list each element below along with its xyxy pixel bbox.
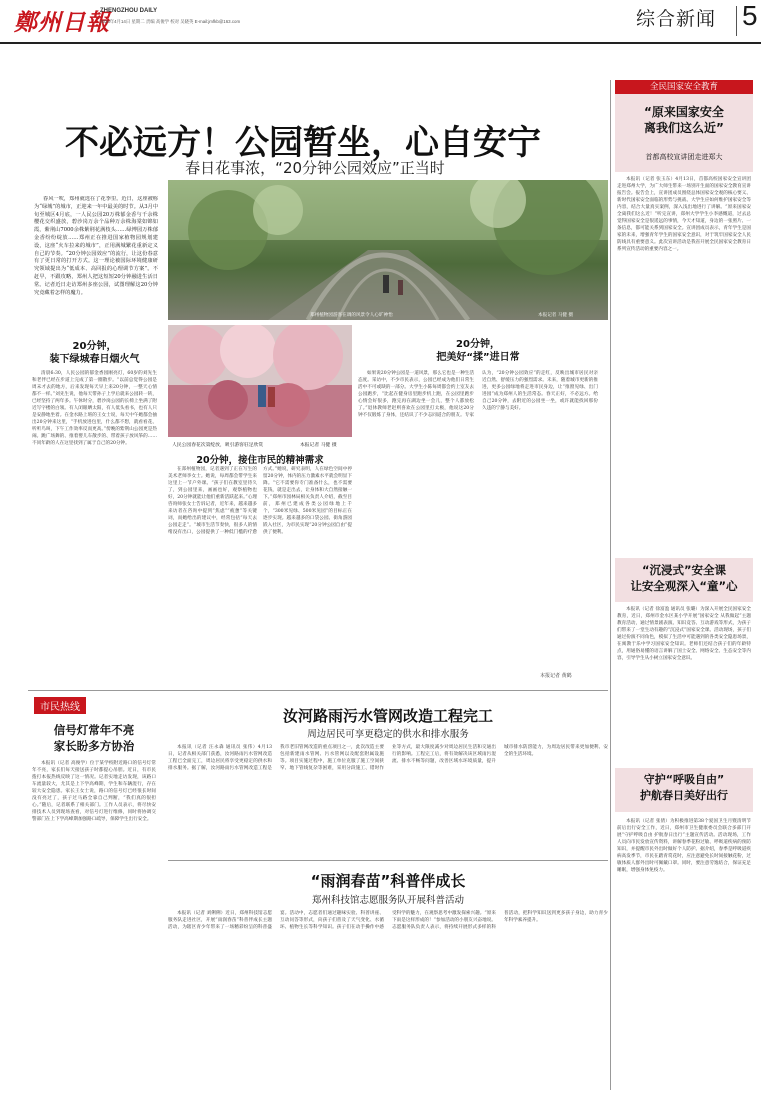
issue-meta: 2026年4月14日 星期二 责编 高俊学 校对 吴晓英 E-mail:jmfkb@163.com	[100, 19, 241, 24]
safety-article3-title: 守护“呼吸自由” 护航春日美好出行	[640, 773, 728, 802]
safety-article1-sub: 首都高校宣讲团走进郑大	[645, 153, 723, 161]
story3-title: 20分钟， 把美好“揉”进日常	[436, 339, 520, 363]
section-title: 综合新闻	[636, 8, 717, 30]
safety-article1-title: “原来国家安全 离我们这么近”	[644, 105, 724, 135]
pipe-text: 本报讯（记者 汪永森 通讯员 张伟）4月13日，记者从相关部门获悉，汝河路雨污水管网改造工程已全面完工，周边居民将享受更稳定的供水和排水服务。据了解，汝河路雨污水管网改造工程是我市老旧管网改造的重点项目之一，此次改造主要包括新建雨水管网、污水管网以及配套附属设施等。项目实施过程中，施工单位克服了施工空间狭窄、地下管线复杂等困难，采用分段施工、错时作业等方式，最大限度减少对周边居民生活和交通出行的影响。工程完工后，将有效解决该区域雨污混流、排水不畅等问题，改善区域水环境质量，提升城市排水防涝能力，为周边居民带来更加便利、安全的生活环境。	[168, 745, 608, 771]
seedling-top-rule	[168, 860, 608, 861]
newspaper-name-en: ZHENGZHOU DAILY	[100, 8, 158, 14]
story2-title: 20分钟，接住市民的精神需求	[196, 455, 324, 466]
safety-article1-text: 本报讯（记者 张玉东）4月13日，首都高校国家安全宣讲团走进郑州大学，为广大师生带来一场别开生面的国家安全教育宣讲报告会。报告会上，宣讲团成员围绕总体国家安全观的核心要义、新时代国家安全面临的形势与挑战、大学生应如何维护国家安全等内容，结合大量真实案例，深入浅出地进行了讲解。“原来国家安全离我们这么近！”听完宣讲，郑州大学学生小李感慨道，过去总觉得国家安全是很遥远的事情，今天才知道，身边的一张照片、一条信息，都可能关系到国家安全。宣讲团成员表示，青年学生是国家的未来，增强青年学生的国家安全意识，对于筑牢国家安全人民防线具有重要意义。此次宣讲活动是我省开展全民国家安全教育日系列宣传活动的重要内容之一。	[617, 177, 751, 252]
page-number: 5	[742, 0, 758, 31]
pipe-subtitle: 周边居民可享更稳定的供水和排水服务	[307, 729, 469, 740]
civic-text: 本报讯（记者 高俊学）位于某学校附近路口的信号灯常年不亮，家长们每天接送孩子时都提心吊胆。近日，有市民拨打本报热线反映了这一情况。记者实地走访发现，该路口车流量较大，尤其是上下学高峰期，学生和车辆混行，存在较大安全隐患。家长王女士说，路口的信号灯已经很长时间没有亮过了，孩子过马路全靠自己判断，“我们真的很担心。”随后，记者联系了相关部门。工作人员表示，将尽快安排技术人员到现场查看，对信号灯进行维修，同时将协调交警部门在上下学高峰期加强路口疏导，保障学生出行安全。	[32, 761, 156, 822]
seedling-text: 本报讯（记者 刘俐俐）近日，郑州科技馆志愿服务队走进社区，开展“雨润春苗”科普伴成长主题活动，为辖区青少年带来了一场精彩纷呈的科普盛宴。活动中，志愿者们通过趣味实验、科普讲座、互动问答等形式，向孩子们普及了天气变化、水循环、植物生长等科学知识。孩子们在动手操作中感受科学的魅力，在观察思考中激发探索兴趣。“原来下雨是这样形成的！”参加活动的小朋友兴奋地说。志愿服务队负责人表示，将持续开展形式多样的科普活动，把科学知识送到更多孩子身边，助力青少年科学素养提升。	[168, 911, 608, 930]
photo2-credit: 本报记者 马健 摄	[300, 443, 337, 448]
photo1-caption: 郑州植物园游客在调的风景令人心旷神怡	[310, 313, 393, 318]
photo2-caption: 人民公园春花次第绽放，吸引游客驻足欣赏	[172, 443, 264, 448]
park-walkway-image	[168, 180, 608, 320]
story3-credit: 本报记者 黄鹤	[540, 673, 572, 679]
lead-headline: 不必远方！公园暂坐，心自安宁	[65, 123, 541, 163]
newspaper-logo: 鄭州日報	[14, 9, 110, 36]
safety-article2-title: “沉浸式”安全课 让安全观深入“童”心	[630, 563, 738, 593]
seedling-subtitle: 郑州科技馆志愿服务队开展科普活动	[311, 895, 464, 906]
safety-article3-text: 本报讯（记者 张倩）为积极推进第38个爱国卫生月暨清明节前后出行安全工作，近日，郑州市卫生健康委员会联合多部门开展“守护呼吸自由 护航春日出行”主题宣传活动。活动现场，工作人员向市民发放宣传资料，讲解春季花粉过敏、呼吸道疾病的预防知识，并提醒市民外出时做好个人防护。据介绍，春季是呼吸道疾病高发季节，市民在踏青赏花时，应注意避免长时间接触花粉，过敏体质人群外出时可佩戴口罩。同时，要注意劳逸结合，保证充足睡眠，增强身体免疫力。	[617, 819, 751, 873]
safety-band: 全民国家安全教育	[615, 80, 753, 94]
safety-article2-text: 本报讯（记者 徐富盈 通讯员 张璐）为深入开展全民国家安全教育，近日，郑州市金水区某小学开展“国家安全 从我做起”主题教育活动，通过情景剧表演、知识竞答、互动游戏等形式，为孩子们带来了一堂生动有趣的“沉浸式”国家安全课。活动现场，孩子们通过扮演不同角色，模拟了生活中可能遇到的各类安全隐患场景，在寓教于乐中学习国家安全知识。老师们还结合孩子们的年龄特点，用通俗易懂的语言讲解了国土安全、网络安全、生态安全等内容，引导学生从小树立国家安全意识。	[617, 607, 751, 661]
masthead	[0, 0, 761, 44]
civic-title: 信号灯常年不亮 家长盼多方协治	[53, 723, 135, 753]
lead-subheadline: 春日花事浓，“20分钟公园效应”正当时	[185, 159, 445, 177]
col-divider	[610, 80, 611, 1090]
pipe-title: 汝河路雨污水管网改造工程完工	[282, 707, 493, 725]
story2-text: 在郑州植物园，记者遇到了正在写生的美术老师李女士。她说，每周都会带学生来这里上一节户外课。“孩子们在教室里待久了，到公园里来，画画也好，观察植物也好，20分钟就能让他们重新活跃起来。”心理咨询师张女士告诉记者，近年来，越来越多来访者在咨询中提到“焦虑”“疲惫”等关键词，而她给出的建议中，经常包括“每天去公园走走”。“城市生活节奏快，很多人的情绪没有出口，公园提供了一种低门槛的疗愈方式。”她说，研究表明，人在绿色空间中停留20分钟，体内的压力激素水平就会明显下降。“它不需要你专门准备什么，也不需要花钱，就是走出去，让身体和大自然接触一下。”郑州市园林局相关负责人介绍，截至目前，郑州已建成各类公园绿地上千个，“300米见绿、500米见园”的目标正在逐步实现。越来越多的口袋公园、街角游园嵌入社区，为市民实现“20分钟公园自由”提供了便利。	[168, 467, 352, 535]
civic-tag: 市民热线	[34, 697, 86, 714]
story1-title: 20分钟， 装下绿城春日烟火气	[49, 341, 140, 365]
story3-text: 如果说20分钟公园是一道风景，那么它也是一种生活态度。采访中，不少市民表示，公园已经成为他们日常生活中不可或缺的一部分。大学生小陈每周都会约上室友去公园跑步，“比起在健身房里跑步机上跑，在公园里跑步心情会好很多，跑完再在湖边坐一会儿，整个人都放松了。”退休教师老赵则喜欢在公园里打太极，他说这20分钟不仅锻炼了身体，还结识了不少志同道合的朋友。专家认为，“20分钟公园效应”的走红，反映出城市居民对亲近自然、舒缓压力的强烈需求。未来，随着城市更新的推进，更多公园绿地将走进市民身边，让“推窗见绿、出门进园”成为郑州人的生活常态。春天正好，不必远方。给自己20分钟，去附近的公园坐一坐，或许就能找回那份久违的宁静与美好。	[358, 371, 598, 418]
park-photo-flowers	[168, 325, 352, 437]
lead-bottom-rule	[28, 690, 608, 691]
lead-intro: 春风一吹，郑州就选在了花季里。近日，这座被称为“绿城”的城市，正迎来一年中最美的时节。从3月中旬至城区4月底，一人民公园20万株郁金香与千余株樱花交织盛放，碧沙岗万余个品种万余株海棠如锦如霞，紫荆山7000余株紫荆花满枝头……绿博园万株郁金香纷纷绽放……郑州正在推进国家植物园规划建设，这座“火车拉来的城市”，正用满城繁花重新定义自己的节奏。“20分钟公园效应”的流行，让这份春意有了更日常的打开方式。这一理论被国际环境健康研究领域提出为“低成本、高回报的心理调节方案”。不赶早，不跟攻略，郑州人把这短短20分钟融进生活日常。记者近日走访郑州多座公园，试图理解这20分钟究竟藏着怎样的魔力。	[34, 196, 158, 296]
park-photo-walkway	[168, 180, 608, 320]
photo1-credit: 本报记者 马健 摄	[538, 313, 574, 318]
story1-text: 清晨6:30，人民公园的郁金香园刚亮灯，60岁的刘先生和老伴已经在步道上完成了第一圈散步。“以前总觉得公园是周末才去的地方，后来发现每天早上来20分钟，一整天心情都不一样。”刘先生说，他每天带孙子上学后就来公园转一转，已经坚持了两年多。午休时分，碧沙岗公园的长椅上坐满了附近写字楼的白领。有人闭眼晒太阳，有人低头看书，也有人只是安静地坐着。在金水路上班的王女士说，每天中午她都会抽出20分钟来这里，“手机放进包里，什么都不想，就看看花、听听鸟叫，下午工作效率反而更高。”傍晚的紫荆山公园更是热闹。跳广场舞的、推着婴儿车散步的、带着孩子放风筝的……不同年龄的人在这里找到了属于自己的20分钟。	[32, 371, 157, 446]
flowers-image	[168, 325, 352, 437]
seedling-title: “雨润春苗”科普伴成长	[310, 872, 466, 890]
header-separator	[736, 6, 737, 36]
